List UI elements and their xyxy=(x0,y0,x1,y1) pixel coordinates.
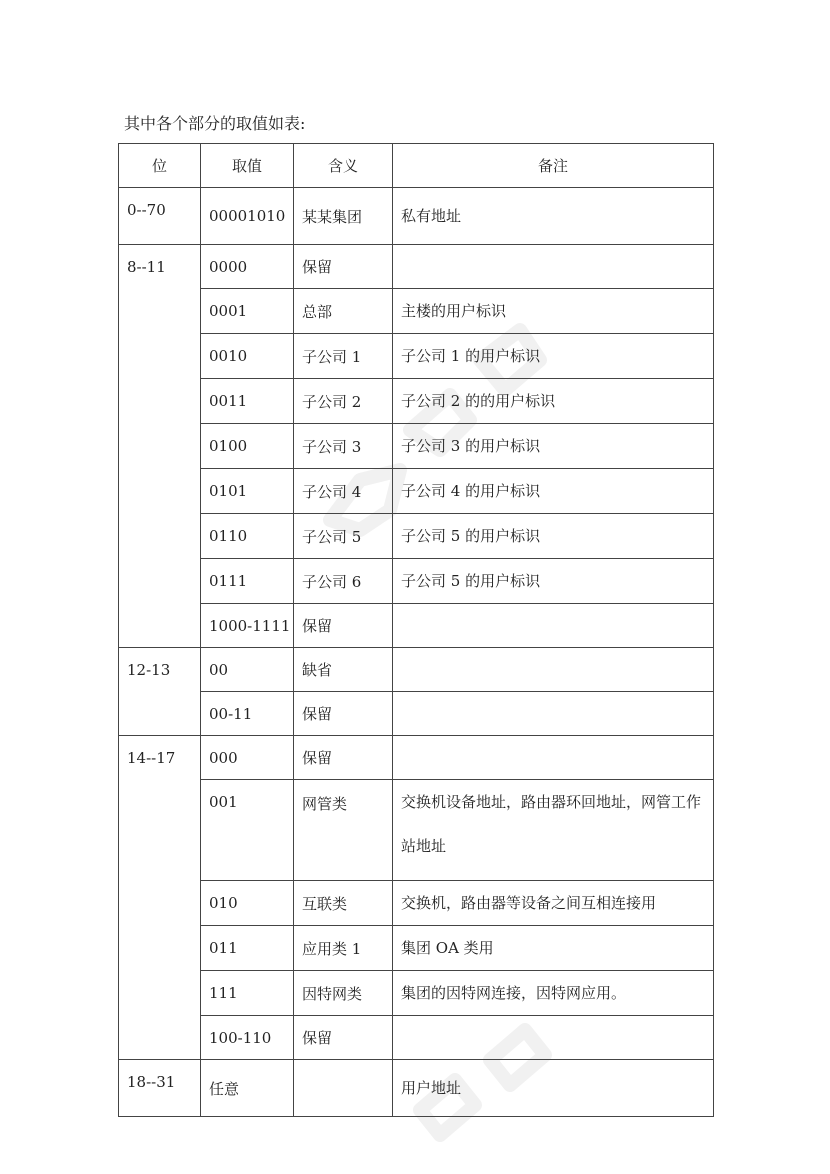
cell-meaning: 总部 xyxy=(294,289,393,334)
cell-meaning: 因特网类 xyxy=(294,971,393,1016)
cell-meaning: 保留 xyxy=(294,736,393,780)
header-value: 取值 xyxy=(201,144,294,188)
table-row xyxy=(119,648,714,692)
cell-meaning: 应用类 1 xyxy=(294,926,393,971)
cell-meaning: 保留 xyxy=(294,604,393,648)
table-row xyxy=(119,736,714,780)
table-row xyxy=(119,692,714,736)
cell-meaning: 某某集团 xyxy=(294,188,393,245)
cell-value: 00 xyxy=(201,648,294,692)
table-row xyxy=(119,1016,714,1060)
cell-note: 子公司 1 的用户标识 xyxy=(393,334,714,379)
cell-meaning: 互联类 xyxy=(294,881,393,926)
cell-value: 000 xyxy=(201,736,294,780)
cell-note: 子公司 2 的的用户标识 xyxy=(393,379,714,424)
cell-meaning: 子公司 6 xyxy=(294,559,393,604)
table-row xyxy=(119,559,714,604)
cell-note: 子公司 4 的用户标识 xyxy=(393,469,714,514)
cell-note: 子公司 3 的用户标识 xyxy=(393,424,714,469)
cell-value: 任意 xyxy=(201,1060,294,1117)
table-row xyxy=(119,334,714,379)
table-row xyxy=(119,881,714,926)
cell-note xyxy=(393,648,714,692)
table-row xyxy=(119,289,714,334)
cell-value: 00-11 xyxy=(201,692,294,736)
cell-meaning: 子公司 4 xyxy=(294,469,393,514)
header-bit: 位 xyxy=(119,144,201,188)
cell-value: 1000-1111 xyxy=(201,604,294,648)
cell-bit: 12-13 xyxy=(119,648,201,736)
table-row xyxy=(119,514,714,559)
cell-note: 子公司 5 的用户标识 xyxy=(393,514,714,559)
table-row xyxy=(119,1060,714,1117)
header-note: 备注 xyxy=(393,144,714,188)
cell-value: 0111 xyxy=(201,559,294,604)
cell-value: 011 xyxy=(201,926,294,971)
cell-note: 主楼的用户标识 xyxy=(393,289,714,334)
cell-value: 00001010 xyxy=(201,188,294,245)
cell-bit: 8--11 xyxy=(119,245,201,648)
cell-value: 001 xyxy=(201,780,294,881)
cell-note xyxy=(393,604,714,648)
cell-meaning: 子公司 2 xyxy=(294,379,393,424)
cell-value: 100-110 xyxy=(201,1016,294,1060)
cell-value: 0011 xyxy=(201,379,294,424)
cell-meaning: 子公司 1 xyxy=(294,334,393,379)
table-row xyxy=(119,780,714,881)
cell-meaning: 网管类 xyxy=(294,780,393,881)
cell-note: 交换机设备地址，路由器环回地址，网管工作站地址 xyxy=(393,780,714,881)
cell-meaning xyxy=(294,1060,393,1117)
cell-value: 0000 xyxy=(201,245,294,289)
cell-value: 111 xyxy=(201,971,294,1016)
intro-text: 其中各个部分的取值如表: xyxy=(124,114,306,133)
table-row xyxy=(119,926,714,971)
cell-value: 010 xyxy=(201,881,294,926)
table-row xyxy=(119,245,714,289)
cell-note xyxy=(393,692,714,736)
cell-value: 0101 xyxy=(201,469,294,514)
cell-note: 交换机，路由器等设备之间互相连接用 xyxy=(393,881,714,926)
table-row xyxy=(119,971,714,1016)
cell-meaning: 保留 xyxy=(294,692,393,736)
cell-bit: 14--17 xyxy=(119,736,201,1060)
cell-meaning: 缺省 xyxy=(294,648,393,692)
cell-value: 0001 xyxy=(201,289,294,334)
cell-meaning: 子公司 5 xyxy=(294,514,393,559)
cell-note: 集团的因特网连接，因特网应用。 xyxy=(393,971,714,1016)
header-meaning: 含义 xyxy=(294,144,393,188)
cell-value: 0010 xyxy=(201,334,294,379)
cell-meaning: 子公司 3 xyxy=(294,424,393,469)
cell-note: 用户地址 xyxy=(393,1060,714,1117)
cell-note: 私有地址 xyxy=(393,188,714,245)
cell-bit: 0--70 xyxy=(119,188,201,245)
cell-note: 集团 OA 类用 xyxy=(393,926,714,971)
table-header-row xyxy=(119,144,714,188)
cell-value: 0100 xyxy=(201,424,294,469)
cell-value: 0110 xyxy=(201,514,294,559)
cell-note xyxy=(393,736,714,780)
cell-note: 子公司 5 的用户标识 xyxy=(393,559,714,604)
cell-note xyxy=(393,245,714,289)
cell-meaning: 保留 xyxy=(294,1016,393,1060)
address-allocation-table xyxy=(118,143,714,1117)
cell-bit: 18--31 xyxy=(119,1060,201,1117)
table-row xyxy=(119,424,714,469)
table-row xyxy=(119,188,714,245)
cell-meaning: 保留 xyxy=(294,245,393,289)
table-row xyxy=(119,379,714,424)
table-row xyxy=(119,604,714,648)
cell-note xyxy=(393,1016,714,1060)
table-row xyxy=(119,469,714,514)
